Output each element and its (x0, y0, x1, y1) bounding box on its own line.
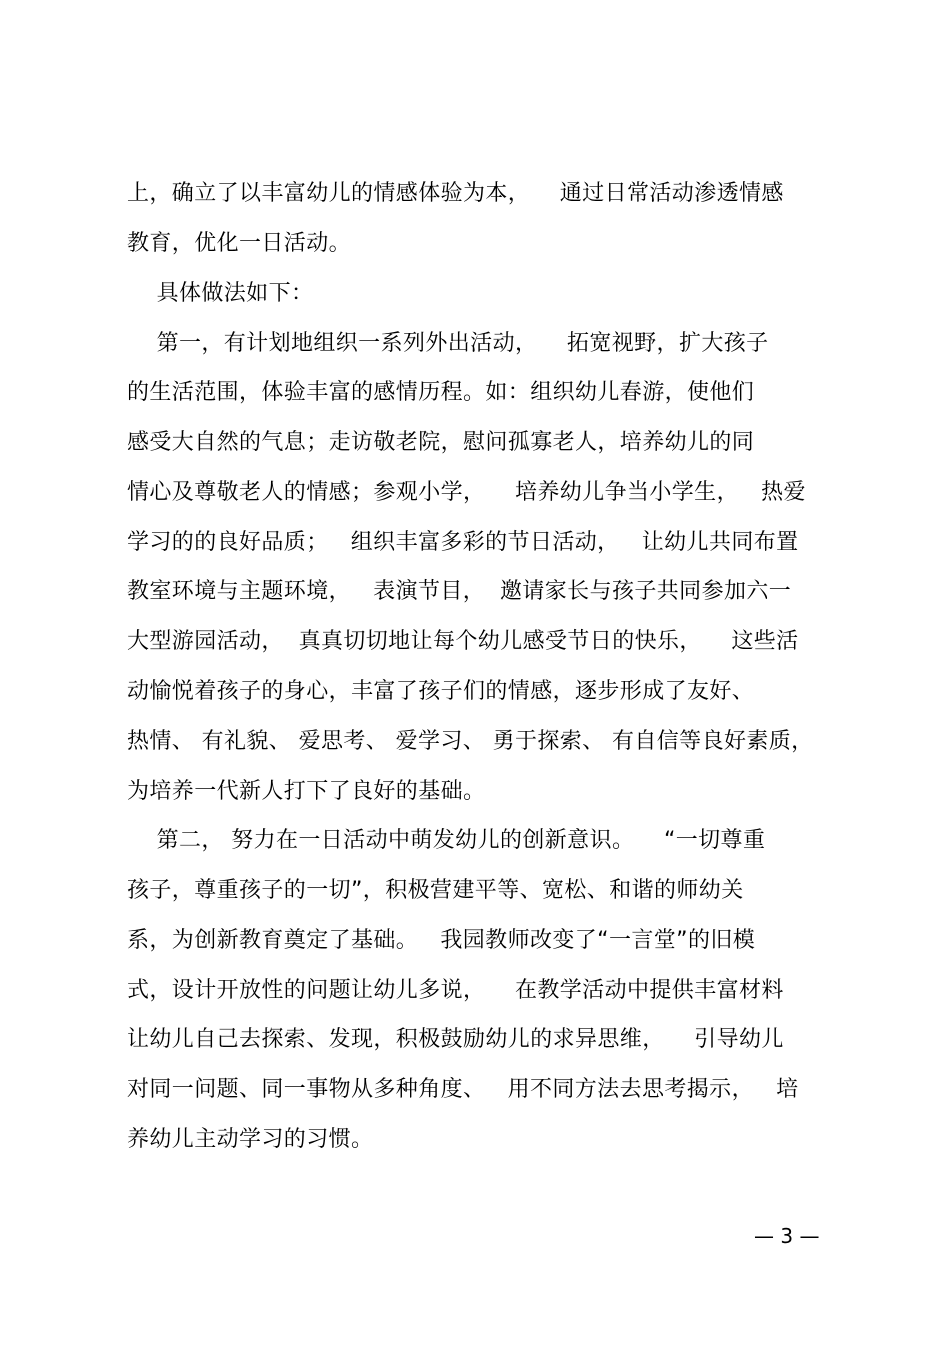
text-line: 养幼儿主动学习的习惯。 (127, 1127, 374, 1152)
text-line: 学习的的良好品质； 组织丰富多彩的节日活动， 让幼儿共同布置 (127, 530, 799, 555)
text-line: 感受大自然的气息；走访敬老院，慰问孤寡老人，培养幼儿的同 (127, 430, 755, 455)
text-line: 教育，优化一日活动。 (127, 231, 352, 256)
text-line: 系，为创新教育奠定了基础。 我园教师改变了“一言堂”的旧模 (127, 928, 756, 953)
text-line: 的生活范围，体验丰富的感情历程。如：组织幼儿春游，使他们 (127, 380, 755, 405)
text-line: 情心及尊敬老人的情感；参观小学， 培养幼儿争当小学生， 热爱 (127, 480, 806, 505)
text-line: 动愉悦着孩子的身心，丰富了孩子们的情感，逐步形成了友好、 (127, 679, 755, 704)
text-line: 上，确立了以丰富幼儿的情感体验为本， 通过日常活动渗透情感 (127, 181, 784, 206)
text-line: 让幼儿自己去探索、发现，积极鼓励幼儿的求异思维， 引导幼儿 (127, 1027, 784, 1052)
text-line: 对同一问题、同一事物从多种角度、 用不同方法去思考揭示， 培 (127, 1077, 799, 1102)
text-line: 式，设计开放性的问题让幼儿多说， 在教学活动中提供丰富材料 (127, 978, 784, 1003)
text-line: 第一，有计划地组织一系列外出活动， 拓宽视野，扩大孩子 (127, 331, 769, 356)
text-line: 具体做法如下： (127, 281, 314, 306)
text-line: 为培养一代新人打下了良好的基础。 (127, 779, 486, 804)
text-line: 孩子，尊重孩子的一切”，积极营建平等、宽松、和谐的师幼关 (127, 878, 744, 903)
page-number: — 3 — (754, 1224, 820, 1248)
text-line: 大型游园活动， 真真切切地让每个幼儿感受节日的快乐， 这些活 (127, 629, 799, 654)
text-line: 热情、 有礼貌、 爱思考、 爱学习、 勇于探索、 有自信等良好素质， (127, 729, 814, 754)
text-line: 第二， 努力在一日活动中萌发幼儿的创新意识。 “一切尊重 (127, 828, 766, 853)
text-line: 教室环境与主题环境， 表演节目， 邀请家长与孩子共同参加六一 (127, 579, 792, 604)
